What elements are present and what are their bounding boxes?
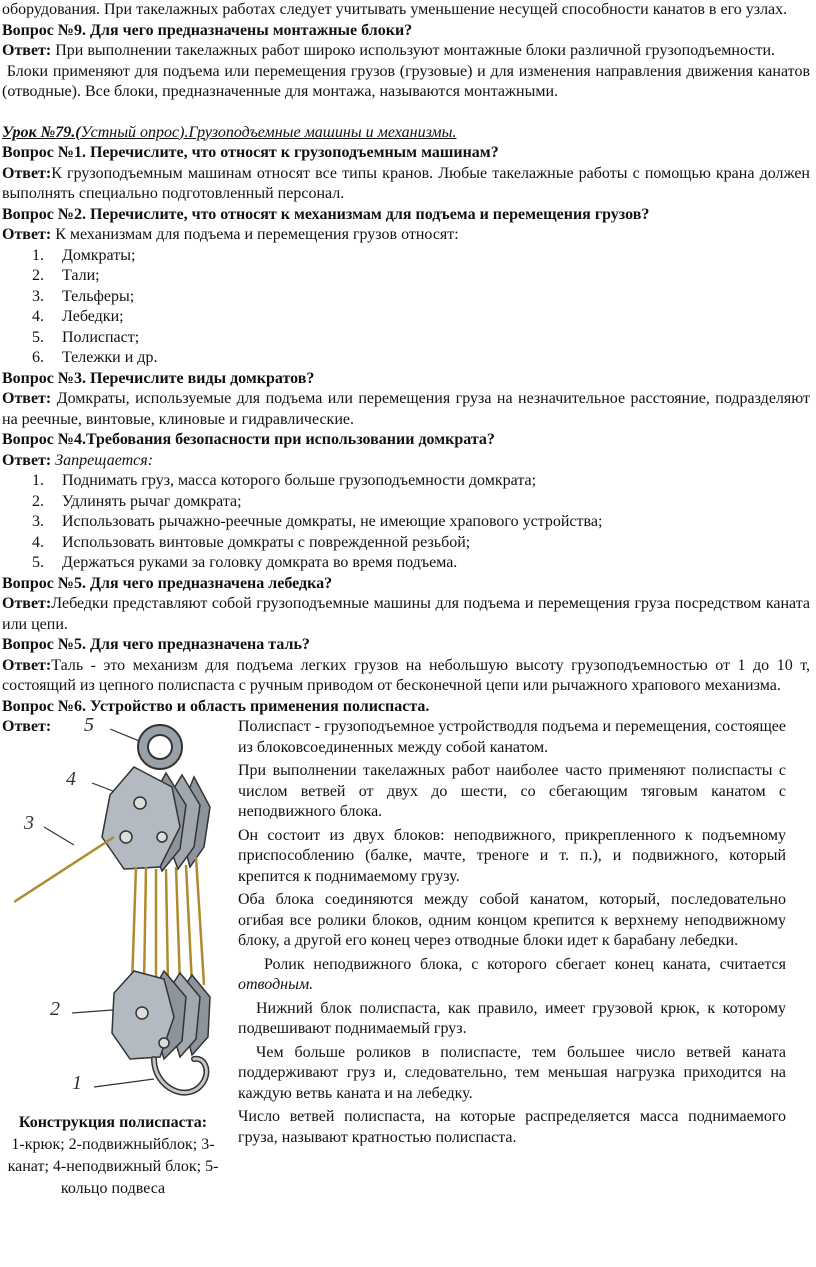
q6-section: [2, 717, 810, 1197]
leader-line: [94, 1079, 154, 1087]
ring-hole: [148, 735, 172, 759]
list-item: 6. Тележки и др.: [32, 349, 158, 366]
q6-p5: Ролик неподвижного блока, с которого сбегает конец каната, считается отводным.: [238, 955, 786, 993]
fixed-block: [102, 767, 210, 871]
q9-paragraph: Блоки применяют для подъема или перемещения грузов (грузовые) и для изменения направления движения канатов (отводные). Все блоки, предназначенные для монтажа, называются монтажными.: [2, 62, 810, 100]
q6-p8: Число ветвей полиспаста, на которые распределяется масса поднимаемого груза, называют кратностью полиспаста.: [238, 1108, 786, 1146]
q2-title: Вопрос №2. Перечислите, что относят к механизмам для подъема и перемещения грузов?: [2, 205, 650, 223]
q6-p3: Он состоит из двух блоков: неподвижного, прикрепленного к подъемному приспособлению (балке, мачте, треноге и т. п.), и подвижного, который крепится к поднимаемому грузу.: [238, 826, 786, 885]
list-item: 4. Лебедки;: [32, 308, 124, 325]
list-item: 5. Держаться руками за головку домкрата во время подъема.: [32, 554, 458, 571]
q4-list: [2, 471, 810, 574]
q6-p6: Нижний блок полиспаста, как правило, имеет грузовой крюк, к которому подвешивают поднимаемый груз.: [238, 999, 786, 1037]
q9-title: Вопрос №9. Для чего предназначены монтажные блоки?: [2, 21, 413, 39]
q5a-title: Вопрос №5. Для чего предназначена лебедка?: [2, 574, 333, 592]
q4-answer: Ответ: Запрещается:: [2, 451, 154, 469]
list-item: 4. Использовать винтовые домкраты с поврежденной резьбой;: [32, 533, 471, 551]
pulley-block-illustration: [14, 717, 219, 1107]
q4-title: Вопрос №4.Требования безопасности при использовании домкрата?: [2, 431, 495, 448]
q6-p4: Оба блока соединяются между собой канатом, который, последовательно огибая все ролики блоков, одним концом крепится к верхнему неподвижному блоку, а другой его конец через отводные блоки идет к барабану лебедки.: [238, 891, 786, 949]
q6-p1: Полиспаст - грузоподъемное устройстводля подъема и перемещения, состоящее из блоковсоединенных между собой канатом.: [238, 718, 786, 756]
list-item: 3. Тельферы;: [32, 287, 135, 305]
list-item: 1. Домкраты;: [32, 246, 136, 264]
list-item: 5. Полиспаст;: [32, 328, 140, 346]
list-item: 1. Поднимать груз, масса которого больше грузоподъемности домкрата;: [32, 472, 537, 489]
fig-label-3: 3: [24, 812, 34, 834]
q3-title: Вопрос №3. Перечислите виды домкратов?: [2, 369, 315, 387]
q2-answer: Ответ: К механизмам для подъема и перемещения грузов относят:: [2, 226, 459, 243]
q6-answer-label: Ответ:: [2, 718, 52, 735]
fig-label-4: 4: [66, 768, 76, 790]
q6-title: Вопрос №6. Устройство и область применения полиспаста.: [2, 697, 430, 715]
q6-text: [238, 717, 786, 1151]
q1-answer: Ответ:К грузоподъемным машинам относят все типы кранов. Любые такелажные работы с помощью крана должен выполнять специально подготовленный персонал.: [2, 164, 810, 202]
intro-text: оборудования. При такелажных работах следует учитывать уменьшение несущей способности канатов в его узлах.: [2, 1, 788, 18]
caption-title: Конструкция полиспаста:: [18, 1114, 208, 1131]
figure-caption: [2, 1112, 224, 1200]
hook-highlight: [154, 1059, 206, 1093]
q5b-answer: Ответ:Таль - это механизм для подъема легких грузов на небольшую высоту грузоподъемностью от 1 до 10 т, состоящий из цепного полиспаста с ручным приводом от бесконечной цепи или рычажного храпового механизма.: [2, 656, 810, 694]
q1-title: Вопрос №1. Перечислите, что относят к грузоподъемным машинам?: [2, 144, 499, 161]
list-item: 3. Использовать рычажно-реечные домкраты, не имеющие храпового устройства;: [32, 513, 603, 530]
q5a-answer: Ответ:Лебедки представляют собой грузоподъемные машины для подъема и перемещения груза посредством каната или цепи.: [2, 595, 810, 633]
leader-line: [44, 827, 74, 845]
movable-block: [112, 971, 210, 1059]
fig-label-2: 2: [50, 998, 60, 1020]
q5b-title: Вопрос №5. Для чего предназначена таль?: [2, 636, 310, 653]
q3-answer: Ответ: Домкраты, используемые для подъема или перемещения груза на незначительное расстояние, подразделяют на реечные, винтовые, клиновые и гидравлические.: [2, 390, 811, 428]
fig-label-5: 5: [84, 717, 94, 736]
pulley-figure: [2, 717, 224, 1197]
q6-p2: При выполнении такелажных работ наиболее часто применяют полиспасты с числом ветвей от двух до шести, со сбегающим тяговым канатом с неподвижного блока.: [238, 762, 786, 820]
q9-answer: Ответ: При выполнении такелажных работ широко используют монтажные блоки различной грузоподъемности.: [2, 42, 776, 59]
q6-p7: Чем больше роликов в полиспасте, тем большее число ветвей каната поддерживают груз и, следовательно, тем меньшая нагрузка приходится на каждую ветвь каната и на лебедку.: [238, 1043, 786, 1102]
q2-list: [2, 246, 810, 369]
fig-label-1: 1: [72, 1072, 82, 1094]
list-item: 2. Удлинять рычаг домкрата;: [32, 492, 242, 510]
caption-text: 1-крюк; 2-подвижныйблок; 3-канат; 4-неподвижный блок; 5-кольцо подвеса: [7, 1136, 219, 1197]
list-item: 2. Тали;: [32, 267, 100, 284]
lesson-heading: Урок №79.(Устный опрос).Грузоподъемные машины и механизмы.: [2, 123, 457, 141]
